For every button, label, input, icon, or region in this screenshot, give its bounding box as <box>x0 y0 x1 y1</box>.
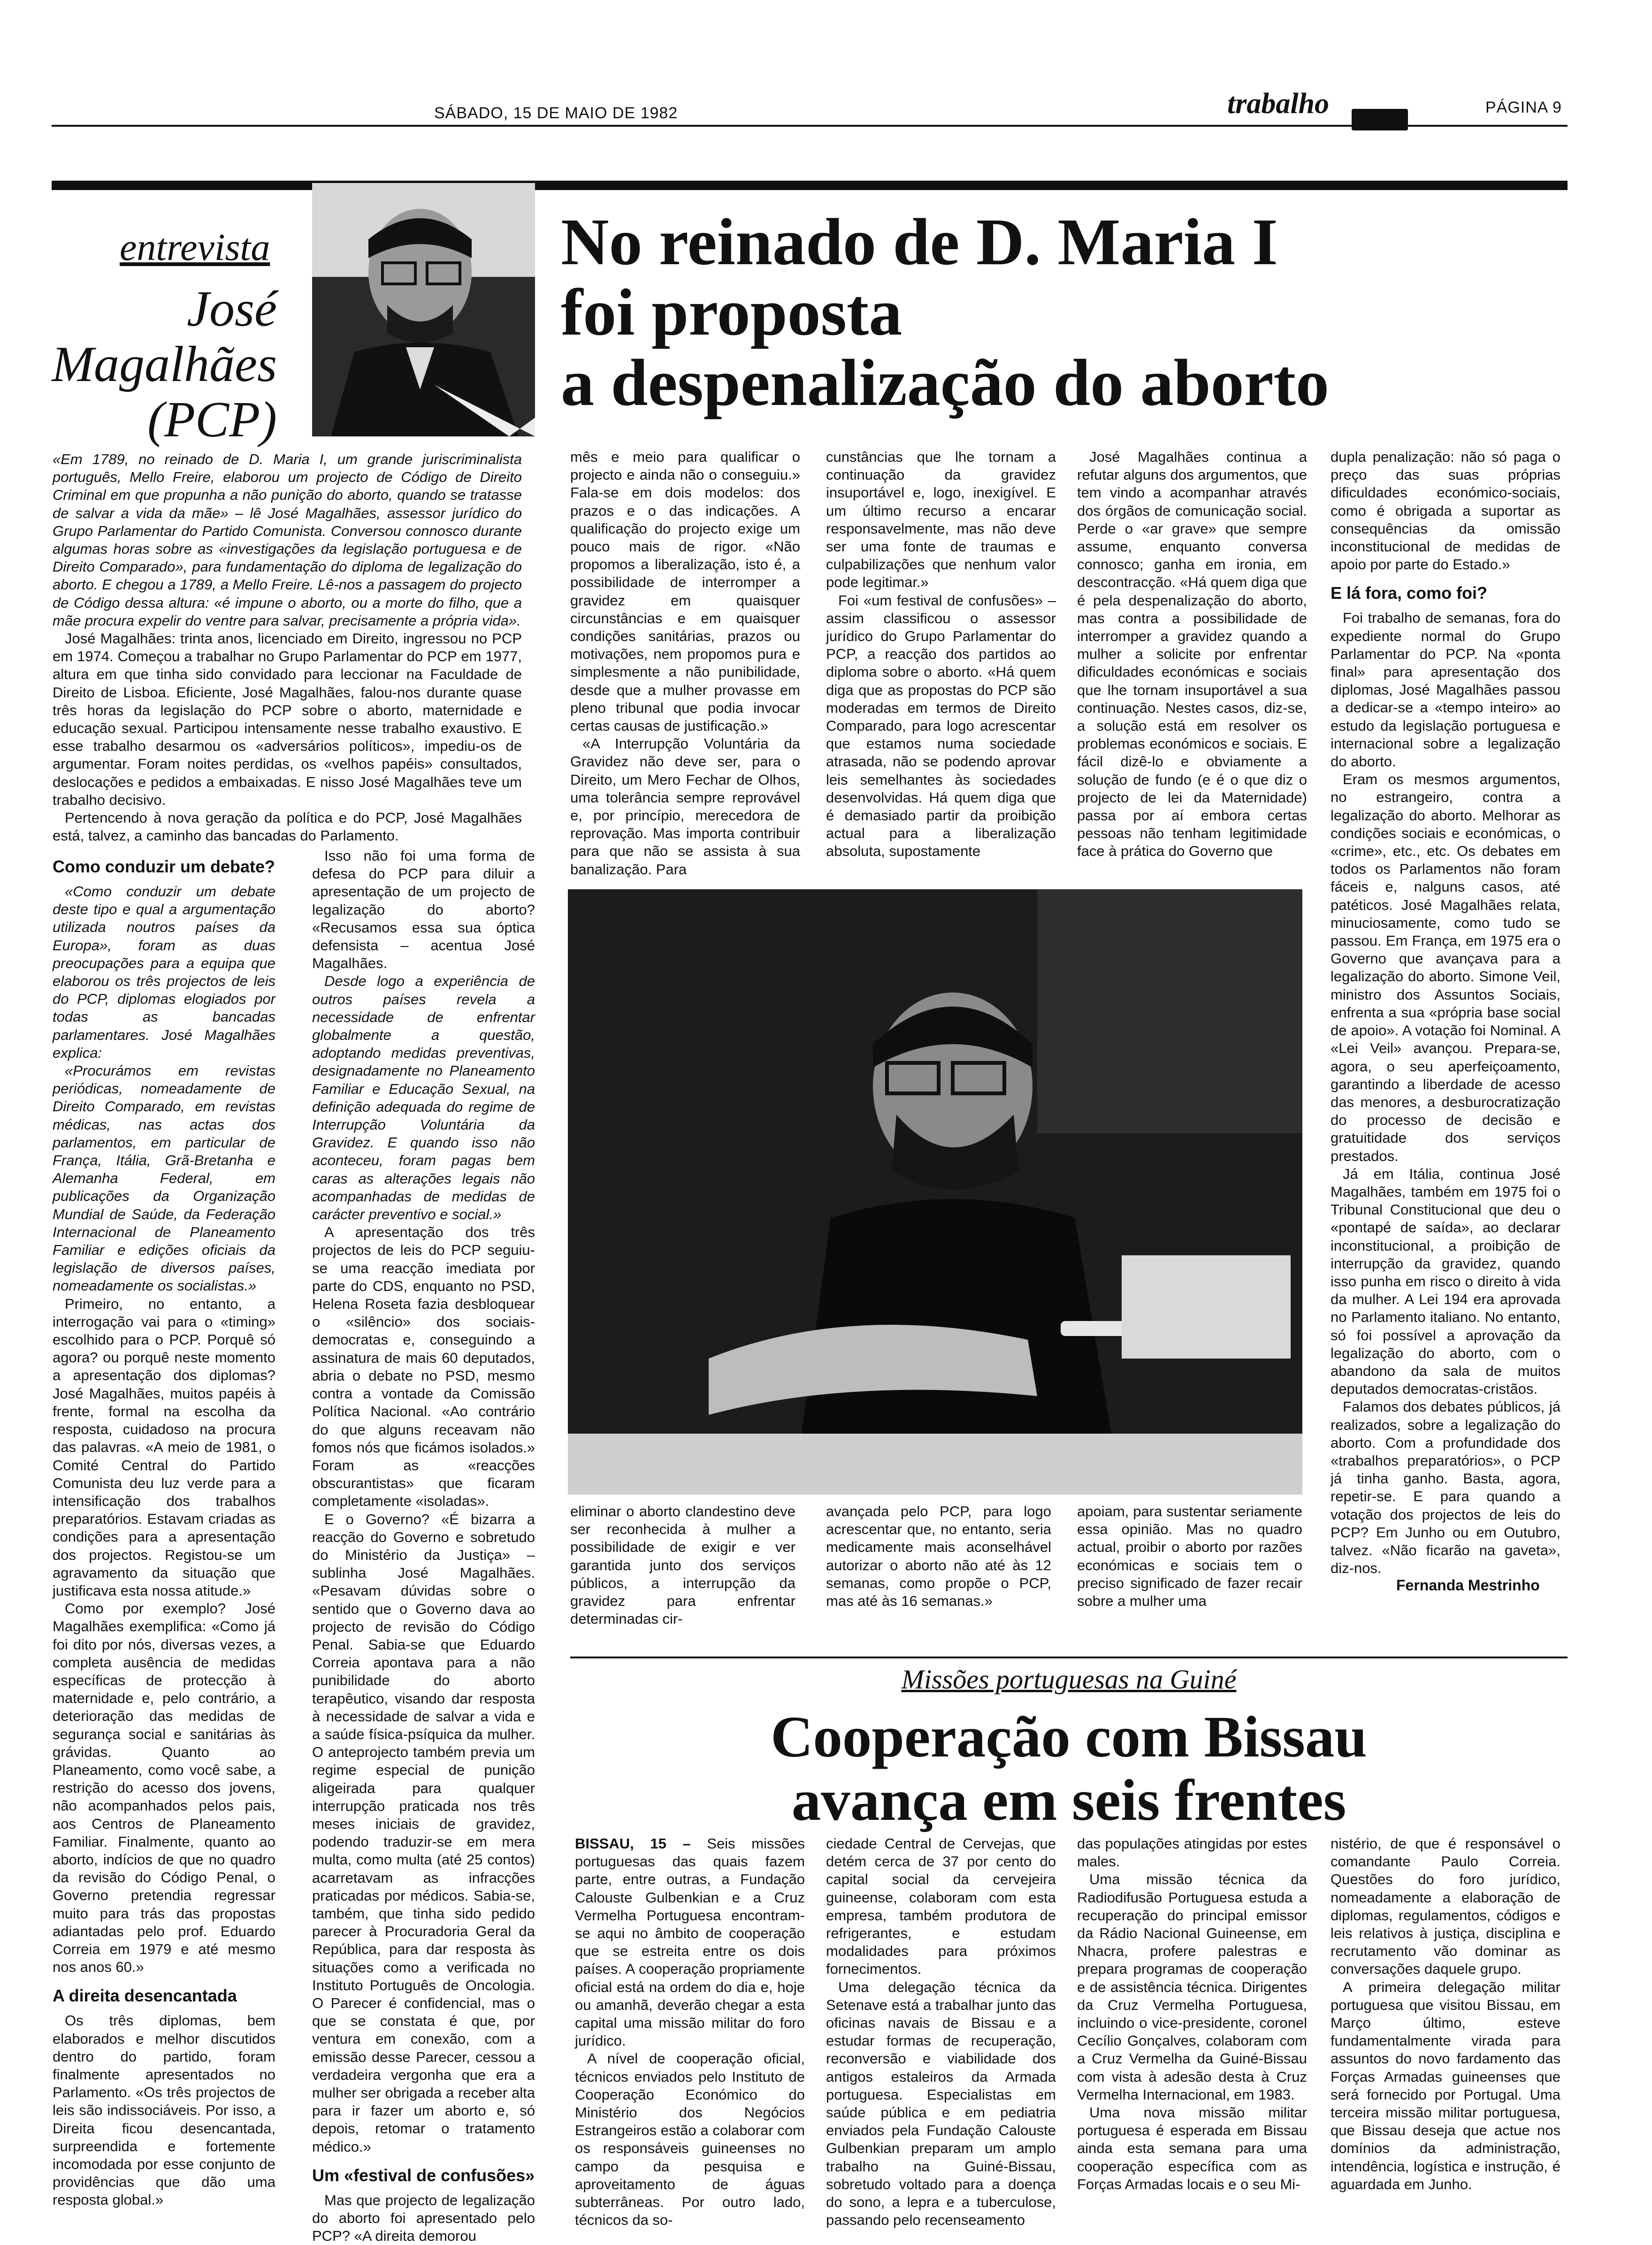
name-line-1: José <box>187 281 277 337</box>
col2-paragraph-3: A apresentação dos três projectos de leis do PCP seguiu-se uma reacção imediata por parte do CDS, enquanto no PSD, Helena Roseta fazia desbloquear o «silêncio» dos sociais-democratas e, conseguindo a assinatura de mais 60 deputados, abria o debate no PSD, mesmo contra a vontade da Comissão Política Nacional. «Ao contrário do que alguns receavam não fomos nós que ficámos isolados.» Foram as «reacções obscurantistas» que ficaram completamente «isoladas». <box>312 1224 535 1510</box>
bissau-c2-paragraph-1: ciedade Central de Cervejas, que detém cerca de 37 por cento do capital social da cervejeira guineense, colaboram com esta empresa, também produtora de refrigerantes, e estudam modalidades para próximos fornecimentos. <box>826 1835 1056 1978</box>
bissau-c1-text: Seis missões portuguesas das quais fazem parte, entre outras, a Fundação Calouste Gulbenkian e a Cruz Vermelha Portuguesa encontram-se aqui no âmbito de cooperação que se estreita entre os dois países. A cooperação propriamente oficial está na ordem do dia e, hoje ou amanhã, deverão chegar a esta capital uma missão militar do foro jurídico. <box>575 1835 805 2049</box>
col6-paragraph-4: Já em Itália, continua José Magalhães, também em 1975 foi o Tribunal Constitucional que deu o «pontapé de saída», ao declarar inconstitucional, a proibição de interrupção da gravidez, quando isso punha em risco o direito à vida da mulher. A Lei 194 era aprovada no Parlamento italiano. No entanto, só foi possível a aprovação da legalização do aborto, com o abandono da sala de muitos deputados democratas-cristãos. <box>1331 1165 1560 1397</box>
bissau-headline-line-1: Cooperação com Bissau <box>771 1705 1367 1770</box>
subhead-direita: A direita desencantada <box>53 1986 237 2006</box>
under-photo-2 <box>826 1503 1051 1610</box>
masthead-paper: trabalho <box>1227 88 1330 120</box>
bissau-c4-paragraph-2: A primeira delegação militar portuguesa que visitou Bissau, em Março último, esteve fundamentalmente virada para assuntos do novo fardamento das Forças Armadas guineenses que será fornecido por Portugal. Uma terceira missão militar portuguesa, que Bissau deseja que actue nos domínios da administração, intendência, logística e instrução, é aguardada em Junho. <box>1331 1978 1560 2192</box>
headline-line-2: foi proposta <box>561 275 902 349</box>
bissau-c3-paragraph-1: das populações atingidas por estes males. <box>1077 1835 1307 1870</box>
under-photo-text-2: avançada pelo PCP, para logo acrescentar que, no entanto, seria medicamente mais aconselhável autorizar o aborto não até às 12 semanas, como propõe o PCP, mas até às 16 semanas.» <box>826 1503 1051 1610</box>
bissau-c4-paragraph-1: nistério, de que é responsável o comandante Paulo Correia. Questões do foro jurídico, nomeadamente a elaboração de diplomas, regulamentos, códigos e leis relativos à justiça, disciplina e recrutamento vão dominar as conversações daquele grupo. <box>1331 1835 1560 1978</box>
headline-line-3: a despenalização do aborto <box>561 345 1329 420</box>
col6-paragraph-2: Foi trabalho de semanas, fora do expediente normal do Grupo Parlamentar do PCP. Na «ponta final» para apresentação dos diplomas, José Magalhães passou a dedicar-se a «tempo inteiro» ao estudo da legislação portuguesa e internacional sobre a legalização do aborto. <box>1331 610 1560 770</box>
col1-paragraph-2: «Procurámos em revistas periódicas, nomeadamente de Direito Comparado, em revistas médicas, nas actas dos parlamentos, em particular de França, Itália, Grã-Bretanha e Alemanha Federal, em publicações da Organização Mundial de Saúde, da Federação Internacional de Planeamento Familiar e edições oficiais da legislação de diversos países, nomeadamente os socialistas.» <box>53 1062 275 1294</box>
column-3 <box>570 448 800 878</box>
column-1 <box>53 847 275 2209</box>
lead-paragraph-3: Pertencendo à nova geração da política e do PCP, José Magalhães está, talvez, a caminho das bancadas do Parlamento. <box>53 809 522 844</box>
byline: Fernanda Mestrinho <box>1396 1577 1540 1594</box>
under-photo-text-3: apoiam, para sustentar seriamente essa opinião. Mas no quadro actual, proibir o aborto por razões económicas e sociais tem o preciso significado de fazer recair sobre a mulher uma <box>1077 1503 1302 1610</box>
column-6 <box>1331 448 1560 1577</box>
col3-paragraph-1: mês e meio para qualificar o projecto e ainda não o conseguiu.» Fala-se em dois modelos: dos prazos e o das indicações. A qualificação do projecto exige um pouco mais de rigor. «Não propomos a liberalização, isto é, a possibilidade de interromper a gravidez em quaisquer circunstâncias e em quaisquer condições sanitárias, prazos ou motivações, nem propomos pura e simplesmente a não punibilidade, desde que a mulher provasse em pleno tribunal que podia invocar certas causas de justificação.» <box>570 449 800 734</box>
col2-paragraph-5: Mas que projecto de legalização do aborto foi apresentado pelo PCP? «A direita demorou <box>312 2192 535 2245</box>
col4-paragraph-2: Foi «um festival de confusões» – assim classificou o assessor jurídico do Grupo Parlamentar do PCP, a reacção dos partidos ao diploma sobre o aborto. «Há quem diga que as propostas do PCP são moderadas em termos de Direito Comparado, para logo acrescentar que estamos numa sociedade atrasada, não se podendo aprovar leis semelhantes às sociedades desenvolvidas. Há quem diga que é demasiado partir da proibição actual para a liberalização absoluta, supostamente <box>826 592 1056 860</box>
bissau-dateline: BISSAU, 15 – <box>575 1835 691 1852</box>
bissau-c2-paragraph-2: Uma delegação técnica da Setenave está a trabalhar junto das oficinas navais de Bissau e a estudar formas de recuperação, reconversão e viabilidade dos antigos estaleiros da Armada portuguesa. Especialistas em saúde pública e em pediatria enviados pela Fundação Calouste Gulbenkian preparam um amplo trabalho na Guiné-Bissau, sobretudo voltado para a doença do sono, a lepra e a tuberculose, passando pelo recenseamento <box>826 1978 1056 2229</box>
col1-paragraph-3: Primeiro, no entanto, a interrogação vai para o «timing» escolhido para o PCP. Porquê só agora? ou porquê neste momento a apresentação dos diplomas? José Magalhães, muitos papéis à frente, formal na escolha da resposta, cuidadoso na procura das palavras. «A meio de 1981, o Comité Central do Partido Comunista deu luz verde para a intensificação dos trabalhos preparatórios. Estavam criadas as condições para a apresentação dos projectos. Registou-se um agravamento da situação que justificava esta nossa atitude.» <box>53 1295 275 1599</box>
col3-paragraph-2: «A Interrupção Voluntária da Gravidez não deve ser, para o Direito, um Mero Fechar de Olhos, uma tolerância sempre reprovável e, por princípio, merecedora de reprovação. Mas importa contribuir para que não se assista à sua banalização. Para <box>570 735 800 878</box>
subhead-la-fora: E lá fora, como foi? <box>1331 583 1488 603</box>
bissau-column-2 <box>826 1835 1056 2229</box>
bissau-rule <box>570 1657 1568 1658</box>
bissau-c1-paragraph-2: A nível de cooperação oficial, técnicos enviados pelo Instituto de Cooperação Económico do Ministério dos Negócios Estrangeiros estão a colaborar com os responsáveis guineenses no campo da pesquisa e aproveitamento de águas subterrâneas. Por outro lado, técnicos da so- <box>575 2050 805 2229</box>
bissau-c3-paragraph-2: Uma missão técnica da Radiodifusão Portuguesa estuda a recuperação do principal emissor da Rádio Nacional Guineense, em Nhacra, profere palestras e prepara programas de cooperação e de assistência técnica. Dirigentes da Cruz Vermelha Portuguesa, incluindo o vice-presidente, coronel Cecílio Gonçalves, colaboram com a Cruz Vermelha da Guiné-Bissau com vista à adesão desta à Cruz Vermelha Internacional, em 1983. <box>1077 1871 1307 2103</box>
lead-paragraph-2: José Magalhães: trinta anos, licenciado em Direito, ingressou no PCP em 1974. Começou a trabalhar no Grupo Parlamentar do PCP em 1977, altura em que tinha sido convidado para leccionar na Faculdade de Direito de Lisboa. Eficiente, José Magalhães, falou-nos durante quase três horas da legislação do PCP sobre o aborto, maternidade e educação sexual. Participou intensamente nesse trabalho exaustivo. E esse trabalho desarmou os «adversários políticos», impediu-os de argumentar. Foram noites perdidas, os «velhos papéis» consultados, deslocações e pedidos a embaixadas. E nisso José Magalhães teve um trabalho decisivo. <box>53 630 522 808</box>
col5-paragraph-1: José Magalhães continua a refutar alguns dos argumentos, que tem vindo a acompanhar através dos órgãos de comunicação social. Perde o «ar grave» que sempre assume, enquanto conversa connosco; ganha em ironia, em descontracção. «Há quem diga que é pela despenalização do aborto, mas contra a possibilidade de interromper a gravidez quando a mulher a solicite por enfrentar dificuldades económicas e sociais que lhe tornam insuportável a sua continuação. Nestes casos, diz-se, a solução está em resolver os problemas económicos e sociais. E fácil dizê-lo e obviamente a solução de fundo (e é o que diz o projecto de lei da Maternidade) passa por aí embora certas pessoas não tenham legitimidade face à prática do Governo que <box>1077 449 1307 860</box>
col4-paragraph-1: cunstâncias que lhe tornam a continuação da gravidez insuportável e, logo, inexigível. E um último recurso a encarar responsavelmente, mas não deve ser uma fonte de traumas e culpabilizações que nenhum valor pode legitimar.» <box>826 449 1056 591</box>
col1-paragraph-1: «Como conduzir um debate deste tipo e qual a argumentação utilizada noutros países da Europa», foram as duas preocupações para a equipa que elaborou os três projectos de leis do PCP, diplomas elogiados por todas as bancadas parlamentares. José Magalhães explica: <box>53 883 275 1061</box>
lead-intro <box>53 451 522 845</box>
subhead-festival: Um «festival de confusões» <box>312 2165 535 2185</box>
masthead-logo-icon <box>1352 109 1408 130</box>
under-photo-3 <box>1077 1503 1302 1610</box>
col6-paragraph-1: dupla penalização: não só paga o preço das suas próprias dificuldades económico-sociais, como é obrigada a suportar as consequências da omissão inconstitucional de medidas de apoio por parte do Estado.» <box>1331 449 1560 573</box>
masthead-rule <box>52 125 1568 127</box>
col6-paragraph-5: Falamos dos debates públicos, já realizados, sobre a legalização do aborto. Com a profundidade dos «trabalhos preparatórios», o PCP já tinha ganho. Basta, agora, repetir-se. E para quando a votação dos projectos de leis do PCP? Em Junho ou em Outubro, talvez. «Não ficarão na gaveta», diz-nos. <box>1331 1398 1560 1577</box>
bissau-kicker: Missões portuguesas na Guiné <box>901 1664 1237 1695</box>
col2-paragraph-1: Isso não foi uma forma de defesa do PCP para diluir a apresentação de um projecto de legalização do aborto? «Recusamos essa sua óptica defensista – acentua José Magalhães. <box>312 848 535 972</box>
subhead-debate: Como conduzir um debate? <box>53 857 275 876</box>
bissau-column-1 <box>575 1835 805 2229</box>
col2-paragraph-2: Desde logo a experiência de outros países revela a necessidade de enfrentar globalmente a questão, adoptando medidas preventivas, designadamente no Planeamento Familiar e Educação Sexual, na definição adequada do regime de Interrupção Voluntária da Gravidez. E quando isso não aconteceu, foram pagas bem caras as alterações legais não acompanhadas de medidas de carácter preventivo e social.» <box>312 973 535 1223</box>
column-2 <box>312 847 535 2245</box>
interview-photo <box>568 889 1302 1495</box>
bissau-headline <box>570 1706 1568 1833</box>
interviewee-name <box>52 282 277 448</box>
column-5 <box>1077 448 1307 861</box>
column-4 <box>826 448 1056 861</box>
portrait-photo <box>312 183 535 436</box>
bissau-column-4 <box>1331 1835 1560 2193</box>
col2-paragraph-4: E o Governo? «É bizarra a reacção do Governo e sobretudo do Ministério da Justiça» – sublinha José Magalhães. «Pesavam dúvidas sobre o sentido que o Governo dava ao projecto de revisão do Código Penal. Sabia-se que Eduardo Correia apontava para a não punibilidade do aborto terapêutico, visando dar resposta à necessidade de salvar a vida e a saúde física-psíquica da mulher. O anteprojecto também previa um regime especial de punição aligeirada para qualquer interrupção praticada nos três meses iniciais de gravidez, podendo traduzir-se em mera multa, como multa (até 25 contos) acarretavam as infracções praticadas por médicos. Sabia-se, também, que tinha sido pedido parecer à Procuradoria Geral da República, para dar resposta às situações como a verificada no Instituto Português de Oncologia. O Parecer é confidencial, mas o que se constata é que, por ventura em conexão, com a emissão desse Parecer, cessou a verdadeira vergonha que era a mulher ser obrigada a receber alta para ir fazer um aborto e, só depois, retomar o tratamento médico.» <box>312 1511 535 2155</box>
bissau-headline-line-2: avança em seis frentes <box>791 1768 1346 1833</box>
under-photo-text-1: eliminar o aborto clandestino deve ser reconhecida à mulher a possibilidade de exigir e ver garantida junto dos serviços públicos, a interrupção da gravidez para enfrentar determinadas cir- <box>570 1503 795 1627</box>
masthead-page: PÁGINA 9 <box>1485 99 1562 116</box>
masthead-date: SÁBADO, 15 DE MAIO DE 1982 <box>434 104 678 122</box>
section-band <box>52 181 1568 190</box>
name-line-2: Magalhães <box>52 336 277 392</box>
name-line-3: (PCP) <box>147 392 277 448</box>
main-headline <box>561 206 1329 418</box>
col1-paragraph-5: Os três diplomas, bem elaborados e melhor discutidos dentro do partido, foram finalmente apresentados no Parlamento. «Os três projectos de leis são indissociáveis. Por isso, a Direita ficou desencantada, surpreendida e fortemente incomodada por esse conjunto de providências que dão uma resposta global.» <box>53 2012 275 2208</box>
kicker-entrevista: entrevista <box>120 226 270 268</box>
bissau-column-3 <box>1077 1835 1307 2193</box>
bissau-c3-paragraph-3: Uma nova missão militar portuguesa é esperada em Bissau ainda esta semana para uma cooperação específica com as Forças Armadas locais e o seu Mi- <box>1077 2104 1307 2192</box>
under-photo-1 <box>570 1503 795 1628</box>
lead-paragraph-1: «Em 1789, no reinado de D. Maria I, um grande juriscriminalista português, Mello Freire, elaborou um projecto de Código de Direito Criminal em que propunha a não punição do aborto, quando se tratasse de salvar a vida da mãe» – lê José Magalhães, assessor jurídico do Grupo Parlamentar do Partido Comunista. Conversou connosco durante algumas horas sobre as «investigações da legislação portuguesa e de Direito Comparado», para fundamentação do diploma de legalização do aborto. E chegou a 1789, a Mello Freire. Lê-nos a passagem do projecto de Código dessa altura: «é impune o aborto, ou a morte do filho, que a mãe procura expelir do ventre para salvar, precisamente a própria vida». <box>53 451 522 629</box>
col1-paragraph-4: Como por exemplo? José Magalhães exemplifica: «Como já foi dito por nós, diversas vezes, a completa ausência de medidas específicas de protecção à maternidade e, pelo contrário, a deterioração das medidas de segurança social e sanitárias às grávidas. Quanto ao Planeamento, como você sabe, a restrição do acesso dos jovens, não acompanhados pelos pais, aos Centros de Planeamento Familiar. Finalmente, quanto ao aborto, indícios de que no quadro da revisão do Código Penal, o Governo pretendia regressar muito para trás das propostas adiantadas pelo prof. Eduardo Correia em 1979 e até mesmo nos anos 60.» <box>53 1600 275 1976</box>
headline-line-1: No reinado de D. Maria I <box>561 205 1278 279</box>
col6-paragraph-3: Eram os mesmos argumentos, no estrangeiro, contra a legalização do aborto. Melhorar as condições sociais e económicas, o «crime», etc., etc. Os debates em todos os Parlamentos não foram fáceis e, nalguns casos, até patéticos. José Magalhães relata, minuciosamente, como tudo se passou. Em França, em 1975 era o Governo que avançava para a legalização do aborto. Simone Veil, ministro dos Assuntos Sociais, enfrenta a sua «própria base social de apoio». A votação foi Nominal. A «Lei Veil» avançou. Prepara-se, agora, o seu aperfeiçoamento, garantindo a liberdade de acesso das menores, a desburocratização do processo de decisão e gratuitidade dos serviços prestados. <box>1331 771 1560 1164</box>
